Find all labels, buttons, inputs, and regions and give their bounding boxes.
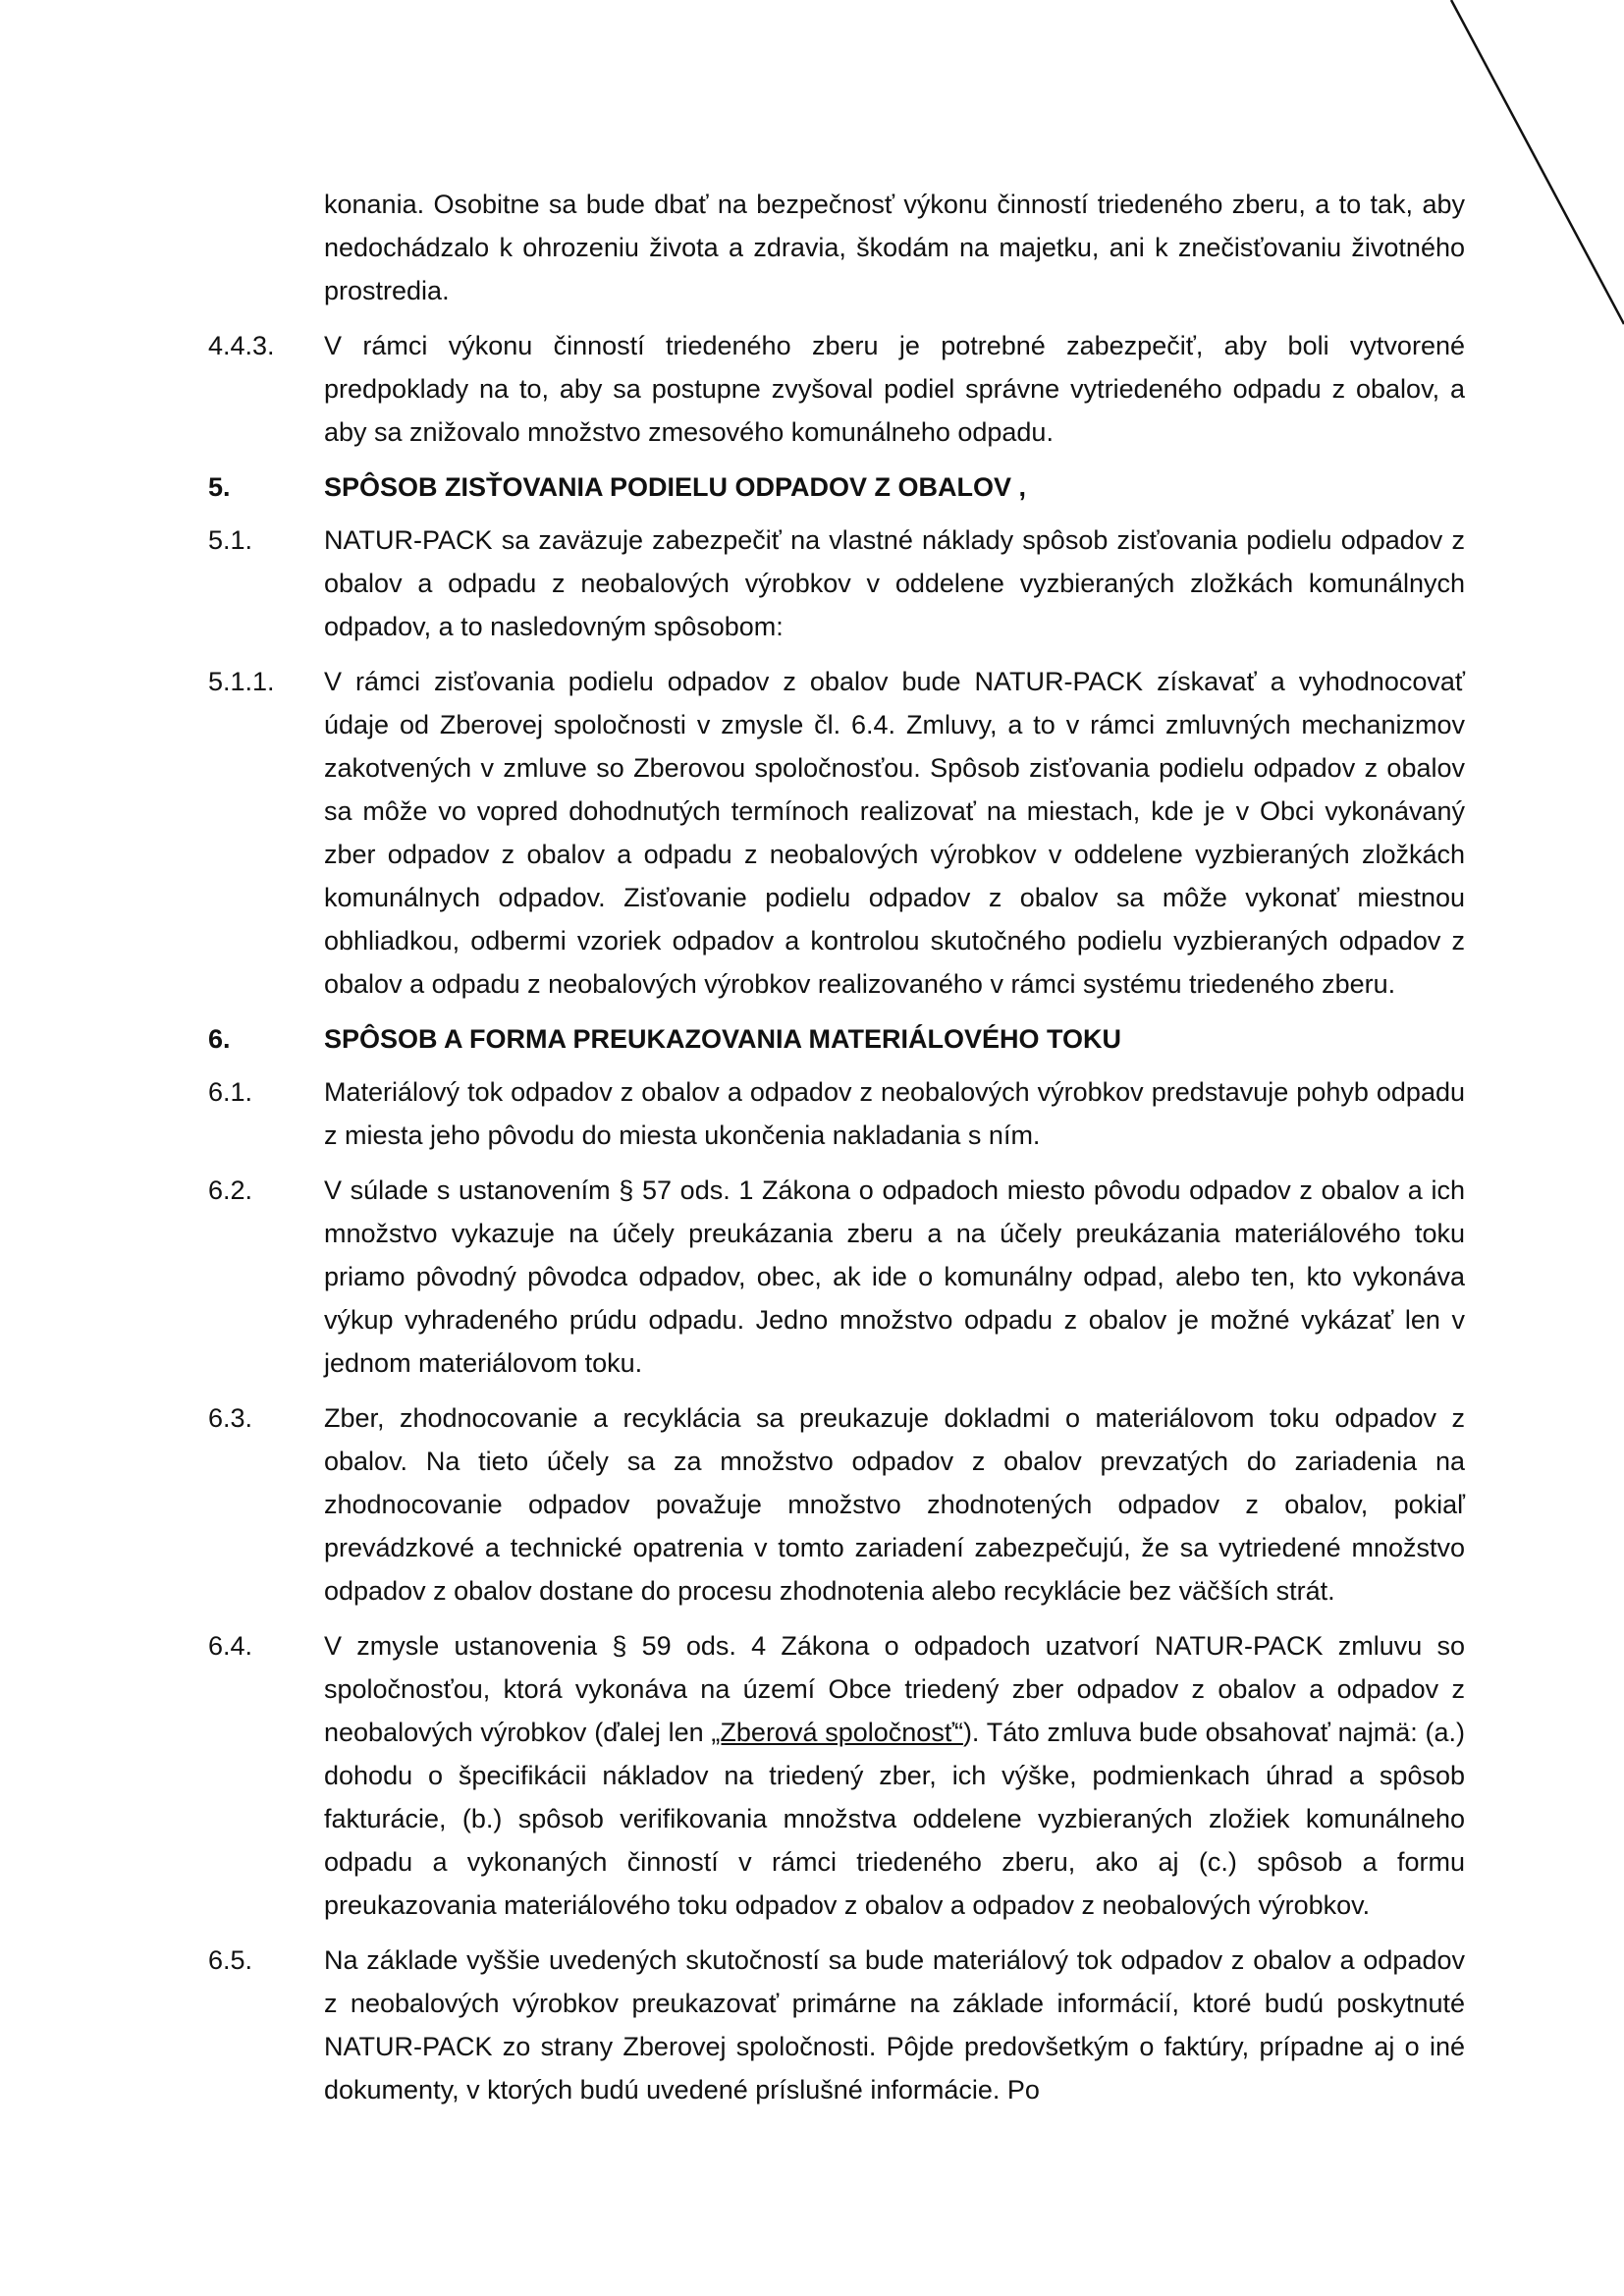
paragraph-4-4-3 (208, 324, 1465, 454)
paragraph-text: V rámci výkonu činností triedeného zberu je potrebné zabezpečiť, aby boli vytvorené predpoklady na to, aby sa postupne zvyšoval podiel správne vytriedeného odpadu z obalov, a aby sa znižovalo množstvo zmesového komunálneho odpadu. (324, 331, 1465, 447)
paragraph-text: V súlade s ustanovením § 57 ods. 1 Zákona o odpadoch miesto pôvodu odpadov z obalov a ich množstvo vykazuje na účely preukázania zberu a na účely preukázania materiálového toku priamo pôvodný pôvodca odpadov, obec, ak ide o komunálny odpad, alebo ten, kto vykonáva výkup vyhradeného prúdu odpadu. Jedno množstvo odpadu z obalov je možné vykázať len v jednom materiálovom toku. (324, 1175, 1465, 1378)
defined-term-underlined: „Zberová spoločnosť“ (711, 1718, 963, 1747)
section-number: 6. (208, 1024, 231, 1054)
paragraph-6-3 (208, 1396, 1465, 1613)
paragraph-number: 6.1. (208, 1077, 253, 1107)
section-title: SPÔSOB A FORMA PREUKAZOVANIA MATERIÁLOVÉHO TOKU (324, 1024, 1122, 1054)
paragraph-6-5 (208, 1939, 1465, 2111)
paragraph-6-2 (208, 1169, 1465, 1385)
paragraph-5-1-1 (208, 660, 1465, 1006)
paragraph-text-after: ). Táto zmluva bude obsahovať najmä: (a.) dohodu o špecifikácii nákladov na triedený zber, ich výške, podmienkach úhrad a spôsob fakturácie, (b.) spôsob verifikovania množstva oddelene vyzbieraných zložiek komunálneho odpadu a vykonaných činností v rámci triedeného zberu, ako aj (c.) spôsob a formu preukazovania materiálového toku odpadov z obalov a odpadov z neobalových výrobkov. (324, 1718, 1465, 1920)
section-number: 5. (208, 472, 231, 502)
section-title: SPÔSOB ZISŤOVANIA PODIELU ODPADOV Z OBALOV , (324, 472, 1027, 502)
paragraph-6-1 (208, 1070, 1465, 1157)
paragraph-6-4 (208, 1624, 1465, 1927)
paragraph-number: 6.2. (208, 1175, 253, 1205)
paragraph-text: V rámci zisťovania podielu odpadov z obalov bude NATUR-PACK získavať a vyhodnocovať údaje od Zberovej spoločnosti v zmysle čl. 6.4. Zmluvy, a to v rámci zmluvných mechanizmov zakotvených v zmluve so Zberovou spoločnosťou. Spôsob zisťovania podielu odpadov z obalov sa môže vo vopred dohodnutých termínoch realizovať na miestach, kde je v Obci vykonávaný zber odpadov z obalov a odpadu z neobalových výrobkov v oddelene vyzbieraných zložkách komunálnych odpadov. Zisťovanie podielu odpadov z obalov sa môže vykonať miestnou obhliadkou, odbermi vzoriek odpadov a kontrolou skutočného podielu vyzbieraných odpadov z obalov a odpadu z neobalových výrobkov realizovaného v rámci systému triedeného zberu. (324, 667, 1465, 999)
paragraph-text: NATUR-PACK sa zaväzuje zabezpečiť na vlastné náklady spôsob zisťovania podielu odpadov z obalov a odpadu z neobalových výrobkov v oddelene vyzbieraných zložkách komunálnych odpadov, a to nasledovným spôsobom: (324, 525, 1465, 641)
paragraph-5-1 (208, 519, 1465, 648)
paragraph-number: 6.4. (208, 1631, 253, 1661)
paragraph-number: 6.5. (208, 1945, 253, 1975)
paragraph-text-before: V zmysle ustanovenia § 59 ods. 4 Zákona o odpadoch uzatvorí NATUR-PACK zmluvu so spoločnosťou, ktorá vykonáva na území Obce triedený zber odpadov z obalov a odpadov z neobalových výrobkov (ďalej len (324, 1631, 1465, 1747)
paragraph-text: konania. Osobitne sa bude dbať na bezpečnosť výkonu činností triedeného zberu, a to tak, aby nedochádzalo k ohrozeniu života a zdravia, škodám na majetku, ani k znečisťovaniu životného prostredia. (324, 190, 1465, 305)
paragraph-number: 5.1.1. (208, 667, 275, 696)
paragraph-text: Zber, zhodnocovanie a recyklácia sa preukazuje dokladmi o materiálovom toku odpadov z obalov. Na tieto účely sa za množstvo odpadov z obalov prevzatých do zariadenia na zhodnocovanie odpadov považuje množstvo zhodnotených odpadov z obalov, pokiaľ prevádzkové a technické opatrenia v tomto zariadení zabezpečujú, že sa vytriedené množstvo odpadov z obalov dostane do procesu zhodnotenia alebo recyklácie bez väčších strát. (324, 1403, 1465, 1606)
section-heading-6 (208, 1017, 1465, 1061)
document-body (208, 183, 1465, 2123)
section-heading-5 (208, 465, 1465, 509)
paragraph-text: Materiálový tok odpadov z obalov a odpadov z neobalových výrobkov predstavuje pohyb odpadu z miesta jeho pôvodu do miesta ukončenia nakladania s ním. (324, 1077, 1465, 1150)
paragraph-number: 5.1. (208, 525, 253, 555)
paragraph-text: Na základe vyššie uvedených skutočností sa bude materiálový tok odpadov z obalov a odpadov z neobalových výrobkov preukazovať primárne na základe informácií, ktoré budú poskytnuté NATUR-PACK zo strany Zberovej spoločnosti. Pôjde predovšetkým o faktúry, prípadne aj o iné dokumenty, v ktorých budú uvedené príslušné informácie. Po (324, 1945, 1465, 2105)
paragraph-number: 6.3. (208, 1403, 253, 1433)
paragraph-continued (208, 183, 1465, 312)
paragraph-number: 4.4.3. (208, 331, 275, 360)
paragraph-text (324, 1624, 1465, 1927)
